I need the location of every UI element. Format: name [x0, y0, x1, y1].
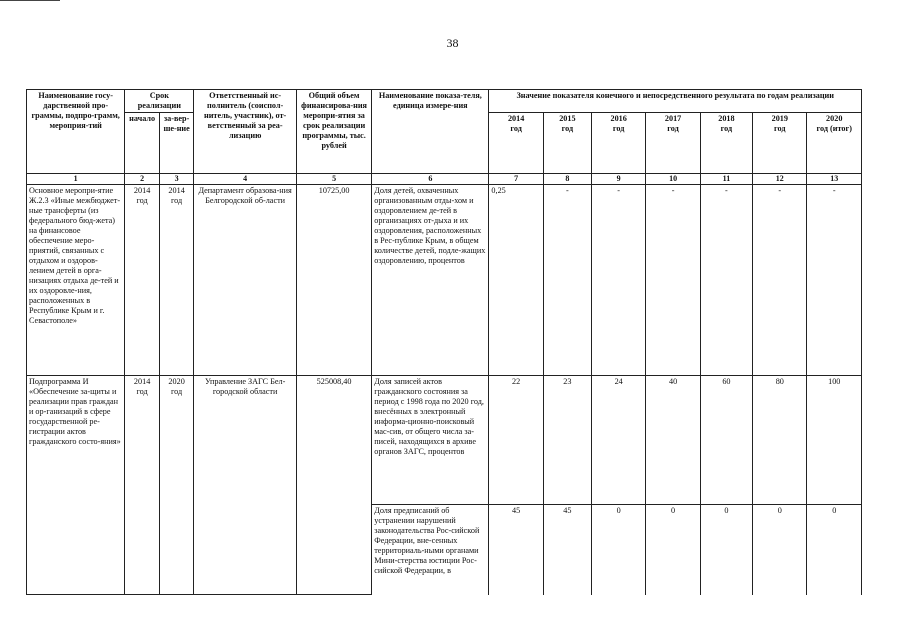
column-number: 6 [372, 174, 489, 185]
header-year-2020 [807, 113, 862, 174]
column-number: 13 [807, 174, 862, 185]
header-year-2015 [543, 113, 591, 174]
column-number: 8 [543, 174, 591, 185]
column-number: 7 [489, 174, 543, 185]
header-year-2019 [753, 113, 807, 174]
year-label: 2018 [718, 114, 735, 123]
header-responsible: Ответственный ис-полнитель (соиспол-нитель, участник), от-ветственный за реа-лизацию [194, 90, 297, 174]
header-values-group: Значение показателя конечного и непосредственного результата по годам реализации [489, 90, 862, 113]
year-unit: год [774, 124, 786, 133]
row-value-2019: - [753, 184, 807, 375]
year-unit: год [667, 124, 679, 133]
row-value-2014: 22 [489, 375, 543, 504]
row-value-2014: 45 [489, 504, 543, 595]
year-unit: год [612, 124, 625, 133]
row-value-2015: 23 [543, 375, 591, 504]
year-unit: год (итог) [816, 124, 852, 133]
row-value-2017: 0 [646, 504, 700, 595]
row-responsible: Департамент образова-ния Белгородской об-ласти [194, 184, 297, 375]
header-funding: Общий объем финансирова-ния меропри-ятия за срок реализации программы, тыс. рублей [296, 90, 371, 174]
header-name: Наименование госу-дарственной про-граммы, подпро-грамм, мероприя-тий [27, 90, 125, 174]
column-number: 10 [646, 174, 700, 185]
year-label: 2019 [771, 114, 788, 123]
year-label: 2016 [610, 114, 627, 123]
row-value-2020: - [807, 184, 862, 375]
row-funding: 10725,00 [296, 184, 371, 375]
header-year-2018 [700, 113, 752, 174]
table-row [27, 184, 862, 375]
row-indicator: Доля записей актов гражданского состояния за период с 1998 года по 2020 год, внесённых в электронный информа-ционно-поисковый мас-сив, от общего числа за-писей, находящихся в архиве органов ЗАГС, процентов [372, 375, 489, 504]
row-responsible: Управление ЗАГС Бел-городской области [194, 375, 297, 595]
row-value-2016: 0 [591, 504, 645, 595]
table-row [27, 375, 862, 504]
column-number: 9 [591, 174, 645, 185]
row-value-2015: 45 [543, 504, 591, 595]
row-value-2017: - [646, 184, 700, 375]
year-label: 2014 [507, 114, 525, 123]
corner-mark [0, 0, 60, 1]
column-number: 12 [753, 174, 807, 185]
row-end: 2020 год [159, 375, 194, 595]
row-value-2020: 100 [807, 375, 862, 504]
row-value-2019: 80 [753, 375, 807, 504]
row-start: 2014 год [125, 375, 160, 595]
row-indicator: Доля детей, охваченных организованным отды-хом и оздоровлением де-тей в организациях от-дыха и их оздоровления, расположенных в Рес-публике Крым, в общем количестве детей, подле-жащих оздоровлению, процентов [372, 184, 489, 375]
row-value-2017: 40 [646, 375, 700, 504]
program-table [26, 89, 862, 595]
header-term-start: начало [125, 113, 160, 174]
header-row-1 [27, 90, 862, 113]
row-indicator: Доля предписаний об устранении нарушений законодательства Рос-сийской Федерации, вне-сенных территориаль-ными органами Мини-стерства юстиции Рос-сийской Федерации, в [372, 504, 489, 595]
header-year-2016 [591, 113, 645, 174]
row-value-2016: - [591, 184, 645, 375]
row-value-2015: - [543, 184, 591, 375]
year-label: 2020 [826, 114, 843, 123]
year-unit: год [720, 124, 733, 133]
column-number: 11 [700, 174, 752, 185]
row-start: 2014 год [125, 184, 160, 375]
row-end: 2014 год [159, 184, 194, 375]
column-number: 2 [125, 174, 160, 185]
row-name: Подпрограмма И «Обеспечение за-щиты и реализации прав граждан и ор-ганизаций в сфере государственной ре-гистрации актов гражданского состо-яния» [27, 375, 125, 595]
row-funding: 525008,40 [296, 375, 371, 595]
year-label: 2017 [664, 114, 682, 123]
row-name: Основное меропри-ятие Ж.2.3 «Иные межбюджет-ные трансферты (из федерального бюд-жета) на финансовое обеспечение меро-приятий, связанных с отдыхом и оздоров-лением детей в орга-низациях отдыха де-тей и их оздоровле-ния, расположенных в Республике Крым и г. Севастополе» [27, 184, 125, 375]
header-term: Срок реализации [125, 90, 194, 113]
row-value-2018: 0 [700, 504, 752, 595]
header-indicator: Наименование показа-теля, единица измере-ния [372, 90, 489, 174]
column-number: 3 [159, 174, 194, 185]
year-unit: год [561, 124, 574, 133]
row-value-2018: - [700, 184, 752, 375]
row-value-2018: 60 [700, 375, 752, 504]
row-value-2020: 0 [807, 504, 862, 595]
row-value-2016: 24 [591, 375, 645, 504]
column-number: 4 [194, 174, 297, 185]
column-number-row [27, 174, 862, 185]
column-number: 5 [296, 174, 371, 185]
year-unit: год [510, 124, 522, 133]
header-year-2014 [489, 113, 543, 174]
header-year-2017 [646, 113, 700, 174]
page-number: 38 [446, 36, 459, 50]
year-label: 2015 [559, 114, 576, 123]
header-term-end: за-вер-ше-ние [159, 113, 194, 174]
row-value-2019: 0 [753, 504, 807, 595]
row-value-2014: 0,25 [489, 184, 543, 375]
column-number: 1 [27, 174, 125, 185]
